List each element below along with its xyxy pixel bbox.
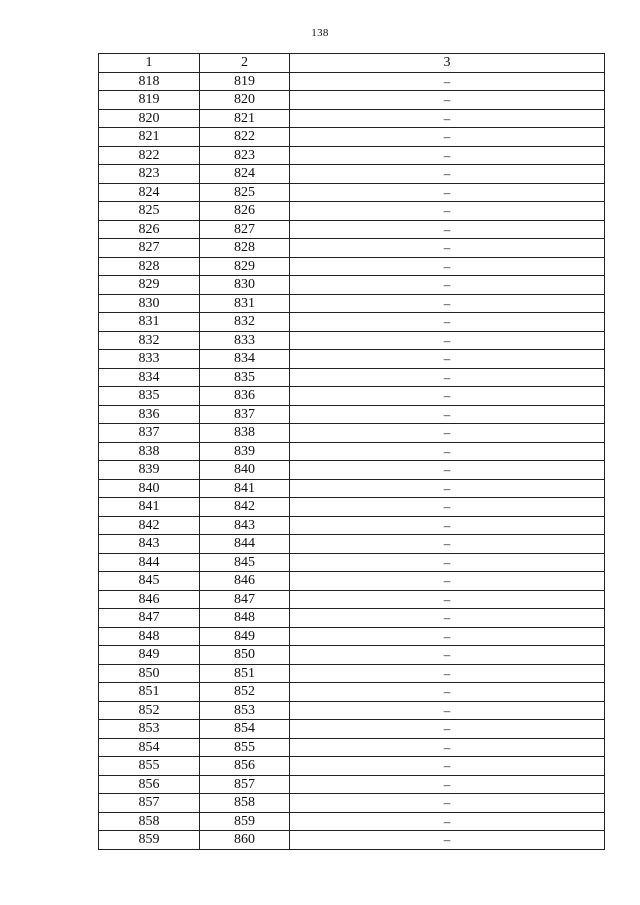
table-cell-col-2: 833 — [200, 331, 290, 350]
table-cell-col-1: 850 — [99, 664, 200, 683]
table-cell-col-2: 851 — [200, 664, 290, 683]
table-cell-col-3: – — [290, 313, 605, 332]
table-cell-col-2: 857 — [200, 775, 290, 794]
table-cell-col-3: – — [290, 479, 605, 498]
table-cell-col-1: 854 — [99, 738, 200, 757]
table-body — [99, 72, 605, 849]
table-cell-col-3: – — [290, 72, 605, 91]
table-row — [99, 646, 605, 665]
table-cell-col-2: 859 — [200, 812, 290, 831]
table-cell-col-3: – — [290, 276, 605, 295]
table-row — [99, 368, 605, 387]
table-cell-col-1: 831 — [99, 313, 200, 332]
table-cell-col-2: 855 — [200, 738, 290, 757]
table-cell-col-1: 823 — [99, 165, 200, 184]
table-cell-col-1: 852 — [99, 701, 200, 720]
table-cell-col-2: 843 — [200, 516, 290, 535]
table-cell-col-1: 826 — [99, 220, 200, 239]
table-cell-col-3: – — [290, 664, 605, 683]
table-cell-col-2: 839 — [200, 442, 290, 461]
table-cell-col-3: – — [290, 424, 605, 443]
table-cell-col-2: 840 — [200, 461, 290, 480]
table-cell-col-3: – — [290, 202, 605, 221]
table-cell-col-3: – — [290, 109, 605, 128]
table-cell-col-3: – — [290, 738, 605, 757]
table-cell-col-2: 848 — [200, 609, 290, 628]
table-cell-col-1: 829 — [99, 276, 200, 295]
table-cell-col-3: – — [290, 165, 605, 184]
table-cell-col-2: 822 — [200, 128, 290, 147]
page-number: 138 — [311, 27, 329, 39]
table-cell-col-3: – — [290, 442, 605, 461]
table-cell-col-2: 849 — [200, 627, 290, 646]
table-cell-col-2: 819 — [200, 72, 290, 91]
table-row — [99, 701, 605, 720]
table-row — [99, 738, 605, 757]
table-cell-col-3: – — [290, 775, 605, 794]
table-cell-col-1: 845 — [99, 572, 200, 591]
table-cell-col-3: – — [290, 350, 605, 369]
table-row — [99, 294, 605, 313]
table-header-row — [99, 54, 605, 73]
table-cell-col-1: 830 — [99, 294, 200, 313]
table-cell-col-2: 829 — [200, 257, 290, 276]
table-row — [99, 627, 605, 646]
table-cell-col-1: 834 — [99, 368, 200, 387]
table-row — [99, 590, 605, 609]
table-cell-col-3: – — [290, 701, 605, 720]
table-row — [99, 331, 605, 350]
table-cell-col-3: – — [290, 535, 605, 554]
table-row — [99, 664, 605, 683]
table-cell-col-2: 845 — [200, 553, 290, 572]
table-cell-col-1: 853 — [99, 720, 200, 739]
table-cell-col-1: 855 — [99, 757, 200, 776]
table-cell-col-1: 847 — [99, 609, 200, 628]
table-cell-col-2: 830 — [200, 276, 290, 295]
table-cell-col-3: – — [290, 720, 605, 739]
table-cell-col-2: 837 — [200, 405, 290, 424]
table-cell-col-2: 838 — [200, 424, 290, 443]
table-cell-col-2: 844 — [200, 535, 290, 554]
table-cell-col-1: 835 — [99, 387, 200, 406]
table-cell-col-3: – — [290, 331, 605, 350]
table-cell-col-3: – — [290, 609, 605, 628]
table-row — [99, 239, 605, 258]
table-cell-col-1: 824 — [99, 183, 200, 202]
table-cell-col-1: 841 — [99, 498, 200, 517]
table-cell-col-2: 828 — [200, 239, 290, 258]
column-header-2: 2 — [200, 54, 290, 73]
table-cell-col-1: 837 — [99, 424, 200, 443]
table-cell-col-2: 820 — [200, 91, 290, 110]
table-cell-col-1: 825 — [99, 202, 200, 221]
column-header-3: 3 — [290, 54, 605, 73]
table-row — [99, 165, 605, 184]
table-row — [99, 202, 605, 221]
table-cell-col-2: 836 — [200, 387, 290, 406]
column-header-1: 1 — [99, 54, 200, 73]
table-cell-col-2: 824 — [200, 165, 290, 184]
table-row — [99, 720, 605, 739]
table-cell-col-2: 847 — [200, 590, 290, 609]
table-cell-col-2: 852 — [200, 683, 290, 702]
table-cell-col-1: 843 — [99, 535, 200, 554]
table-cell-col-2: 853 — [200, 701, 290, 720]
table-cell-col-1: 819 — [99, 91, 200, 110]
table-cell-col-1: 833 — [99, 350, 200, 369]
table-row — [99, 553, 605, 572]
table-row — [99, 109, 605, 128]
table-cell-col-2: 841 — [200, 479, 290, 498]
table-cell-col-1: 844 — [99, 553, 200, 572]
table-cell-col-3: – — [290, 572, 605, 591]
table-cell-col-3: – — [290, 387, 605, 406]
table-cell-col-1: 836 — [99, 405, 200, 424]
table-cell-col-2: 821 — [200, 109, 290, 128]
table-cell-col-1: 821 — [99, 128, 200, 147]
table-row — [99, 183, 605, 202]
table-row — [99, 387, 605, 406]
table-row — [99, 812, 605, 831]
table-cell-col-3: – — [290, 516, 605, 535]
table-cell-col-1: 838 — [99, 442, 200, 461]
table-row — [99, 775, 605, 794]
table-cell-col-3: – — [290, 220, 605, 239]
table-row — [99, 146, 605, 165]
table-cell-col-1: 846 — [99, 590, 200, 609]
table-cell-col-1: 857 — [99, 794, 200, 813]
table-cell-col-2: 823 — [200, 146, 290, 165]
table-row — [99, 313, 605, 332]
table-cell-col-1: 842 — [99, 516, 200, 535]
table-cell-col-1: 818 — [99, 72, 200, 91]
table-cell-col-1: 849 — [99, 646, 200, 665]
table-cell-col-3: – — [290, 646, 605, 665]
table-cell-col-1: 832 — [99, 331, 200, 350]
table-row — [99, 498, 605, 517]
table-row — [99, 609, 605, 628]
table-cell-col-1: 828 — [99, 257, 200, 276]
table-row — [99, 350, 605, 369]
data-table — [98, 53, 605, 850]
table-cell-col-1: 820 — [99, 109, 200, 128]
table-row — [99, 461, 605, 480]
table-cell-col-3: – — [290, 553, 605, 572]
table-cell-col-3: – — [290, 128, 605, 147]
table-cell-col-3: – — [290, 757, 605, 776]
table-cell-col-2: 827 — [200, 220, 290, 239]
table-cell-col-2: 854 — [200, 720, 290, 739]
table-cell-col-3: – — [290, 590, 605, 609]
table-cell-col-2: 832 — [200, 313, 290, 332]
table-cell-col-3: – — [290, 146, 605, 165]
table-cell-col-3: – — [290, 239, 605, 258]
table-cell-col-3: – — [290, 794, 605, 813]
table-row — [99, 276, 605, 295]
table-row — [99, 572, 605, 591]
table-cell-col-3: – — [290, 405, 605, 424]
table-cell-col-1: 822 — [99, 146, 200, 165]
table-cell-col-3: – — [290, 812, 605, 831]
table-cell-col-2: 860 — [200, 831, 290, 850]
table-row — [99, 535, 605, 554]
table-row — [99, 91, 605, 110]
table-row — [99, 442, 605, 461]
table-cell-col-2: 858 — [200, 794, 290, 813]
table-row — [99, 831, 605, 850]
table-cell-col-3: – — [290, 498, 605, 517]
table-cell-col-3: – — [290, 831, 605, 850]
table-cell-col-1: 858 — [99, 812, 200, 831]
table-row — [99, 72, 605, 91]
table-cell-col-3: – — [290, 461, 605, 480]
table-cell-col-3: – — [290, 257, 605, 276]
table-row — [99, 757, 605, 776]
table-cell-col-2: 834 — [200, 350, 290, 369]
table-cell-col-2: 835 — [200, 368, 290, 387]
table-row — [99, 683, 605, 702]
table-cell-col-1: 856 — [99, 775, 200, 794]
table-cell-col-3: – — [290, 183, 605, 202]
table-row — [99, 516, 605, 535]
table-row — [99, 424, 605, 443]
table-cell-col-2: 856 — [200, 757, 290, 776]
table-cell-col-2: 850 — [200, 646, 290, 665]
table-cell-col-3: – — [290, 683, 605, 702]
table-cell-col-2: 846 — [200, 572, 290, 591]
table-cell-col-1: 840 — [99, 479, 200, 498]
table-cell-col-1: 827 — [99, 239, 200, 258]
table-row — [99, 479, 605, 498]
table-row — [99, 220, 605, 239]
table-cell-col-3: – — [290, 368, 605, 387]
table-cell-col-1: 859 — [99, 831, 200, 850]
table-row — [99, 405, 605, 424]
table-cell-col-1: 851 — [99, 683, 200, 702]
table-cell-col-3: – — [290, 91, 605, 110]
table-cell-col-1: 839 — [99, 461, 200, 480]
table-row — [99, 794, 605, 813]
table-cell-col-3: – — [290, 627, 605, 646]
table-cell-col-3: – — [290, 294, 605, 313]
table-cell-col-2: 826 — [200, 202, 290, 221]
table-cell-col-2: 831 — [200, 294, 290, 313]
table-cell-col-1: 848 — [99, 627, 200, 646]
table-cell-col-2: 825 — [200, 183, 290, 202]
table-cell-col-2: 842 — [200, 498, 290, 517]
table-row — [99, 257, 605, 276]
table-row — [99, 128, 605, 147]
